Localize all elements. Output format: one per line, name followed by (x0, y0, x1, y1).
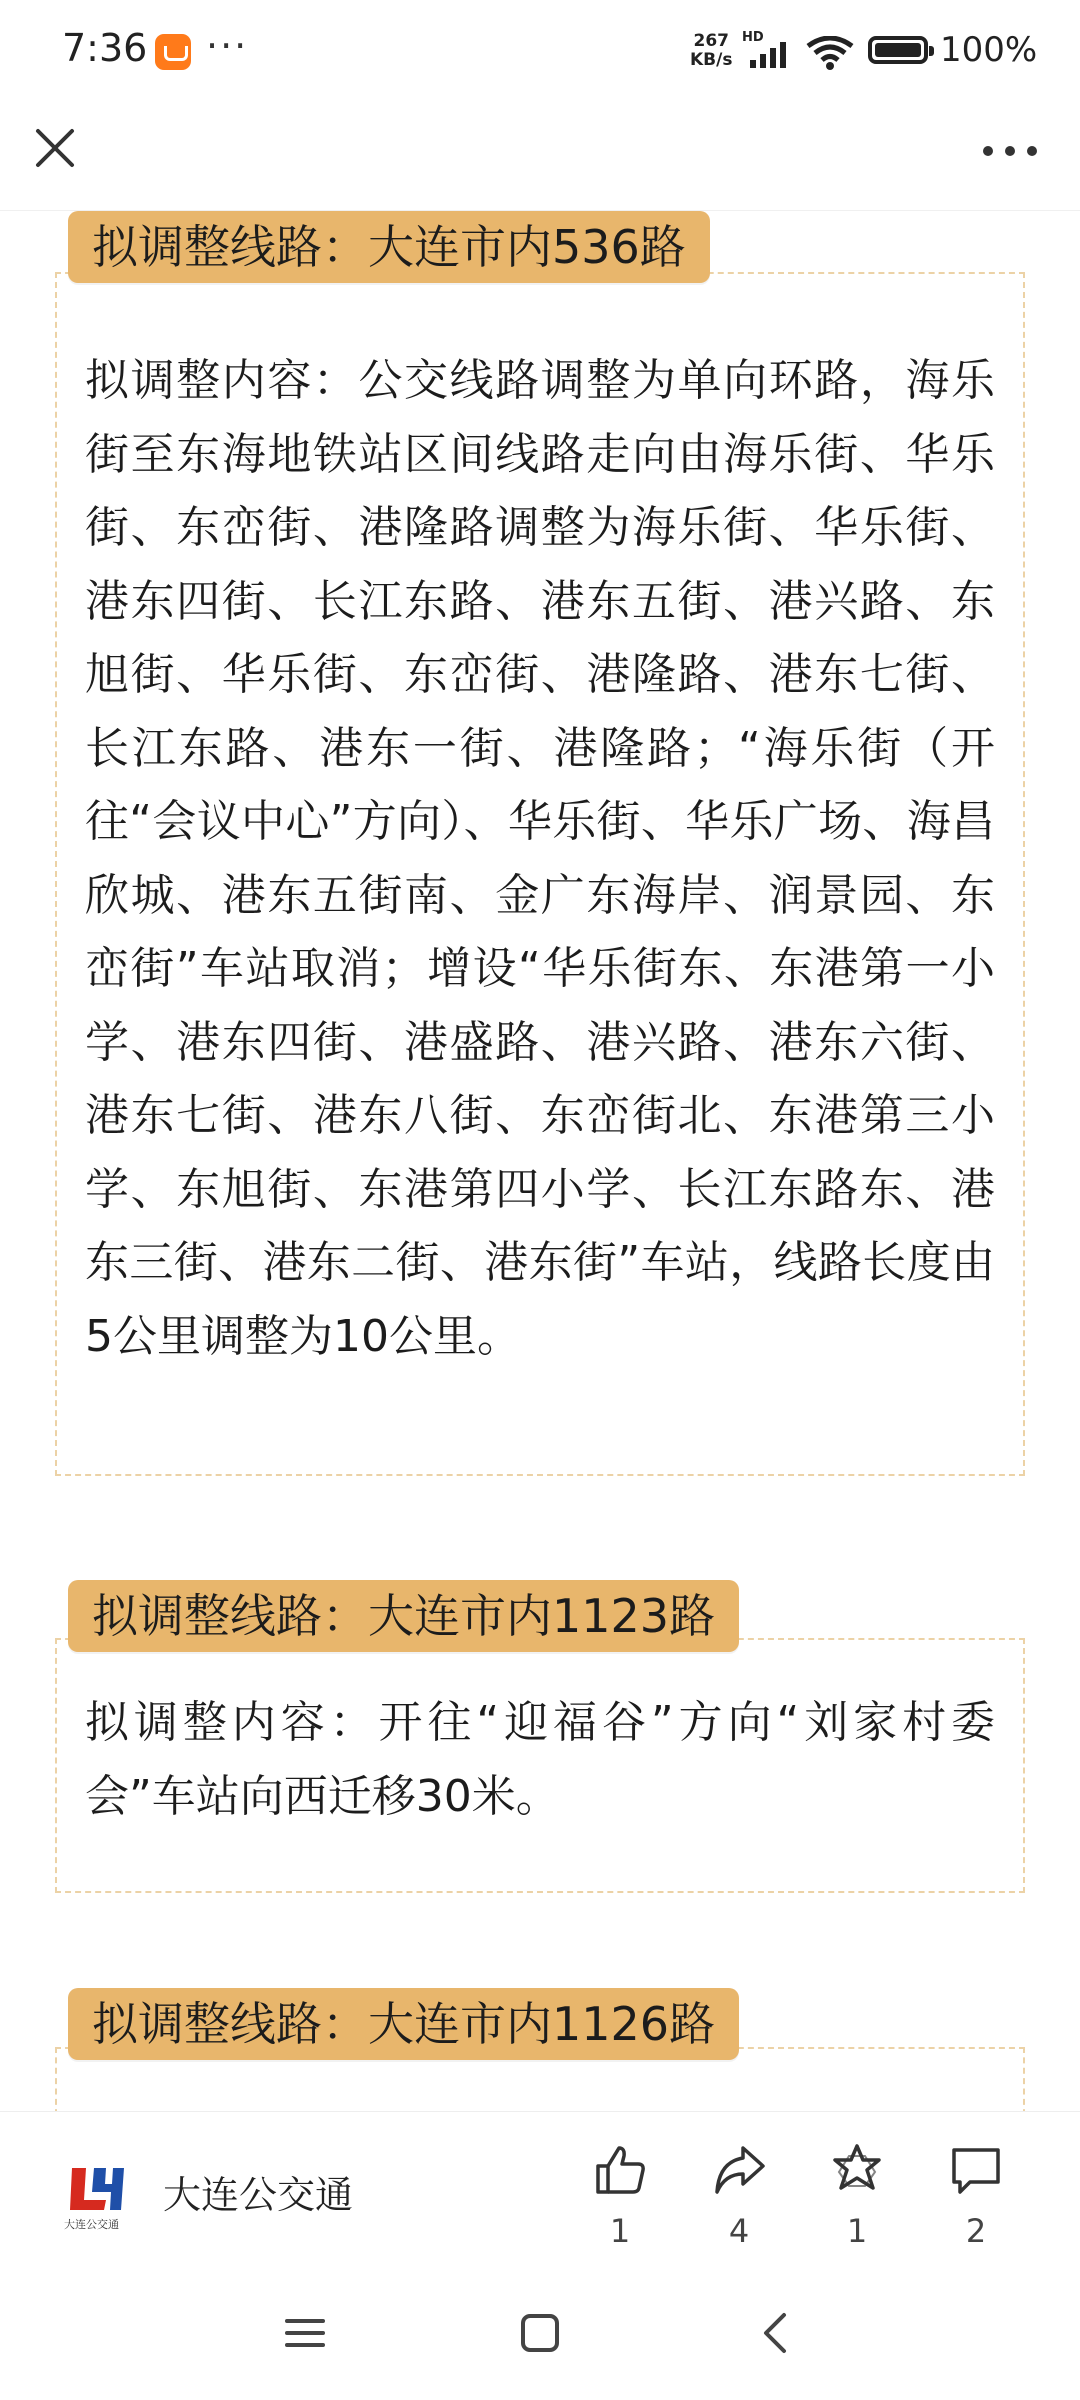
hd-indicator: HD (742, 30, 764, 45)
back-icon[interactable] (754, 2311, 798, 2355)
network-speed-unit: KB/s (690, 50, 733, 70)
more-options-icon[interactable] (980, 141, 1040, 161)
account-name[interactable]: 大连公交通 (163, 2173, 354, 2217)
section-title-536: 拟调整线路：大连市内536路 (68, 211, 710, 283)
section-body-536: 拟调整内容：公交线路调整为单向环路，海乐街至东海地铁站区间线路走向由海乐街、华乐街、东峦街、港隆路调整为海乐街、华乐街、港东四街、长江东路、港东五街、港兴路、东旭街、华乐街、东峦街、港隆路、港东七街、长江东路、港东一街、港隆路；“海乐街（开往“会议中心”方向）、华乐街、华乐广场、海昌欣城、港东五街南、金广东海岸、润景园、东峦街”车站取消；增设“华乐街东、东港第一小学、港东四街、港盛路、港兴路、港东六街、港东七街、港东八街、东峦街北、东港第三小学、东旭街、东港第四小学、长江东路东、港东三街、港东二街、港东街”车站，线路长度由5公里调整为10公里。 (85, 355, 995, 1362)
favorite-count: 1 (846, 2212, 868, 2250)
home-icon[interactable] (518, 2311, 562, 2355)
comment-icon (948, 2142, 1004, 2198)
section-body-1123: 拟调整内容：开往“迎福谷”方向“刘家村委会”车站向西迁移30米。 (85, 1697, 995, 1822)
status-time: 7:36 (62, 26, 148, 70)
top-nav-bar (0, 105, 1080, 211)
section-box-1123 (55, 1638, 1025, 1893)
comment-button[interactable] (931, 2142, 1021, 2250)
system-nav-bar (0, 2281, 1080, 2400)
bottom-action-bar (0, 2111, 1080, 2282)
taobao-app-icon (155, 34, 191, 70)
menu-icon[interactable] (283, 2311, 327, 2355)
status-more-indicator: ··· (206, 24, 249, 68)
network-speed (690, 32, 732, 70)
share-button[interactable] (694, 2142, 784, 2250)
status-bar (0, 0, 1080, 105)
battery-percent: 100% (940, 30, 1038, 70)
comment-count: 2 (965, 2212, 987, 2250)
logo-caption: 大连公交通 (64, 2218, 119, 2231)
signal-icon (750, 42, 790, 68)
share-icon (711, 2142, 767, 2198)
section-title-1123: 拟调整线路：大连市内1123路 (68, 1580, 739, 1652)
share-count: 4 (728, 2212, 750, 2250)
battery-icon (868, 36, 928, 64)
account-logo[interactable] (66, 2160, 126, 2220)
wifi-icon (806, 36, 854, 70)
article-content (0, 211, 1080, 2111)
favorite-button[interactable] (812, 2142, 902, 2250)
like-count: 1 (609, 2212, 631, 2250)
like-button[interactable] (575, 2142, 665, 2250)
thumbs-up-icon (592, 2142, 648, 2198)
section-title-1126: 拟调整线路：大连市内1126路 (68, 1988, 739, 2060)
section-box-536 (55, 272, 1025, 1476)
star-icon (829, 2142, 885, 2198)
network-speed-value: 267 (693, 31, 729, 51)
close-icon[interactable] (30, 123, 80, 173)
